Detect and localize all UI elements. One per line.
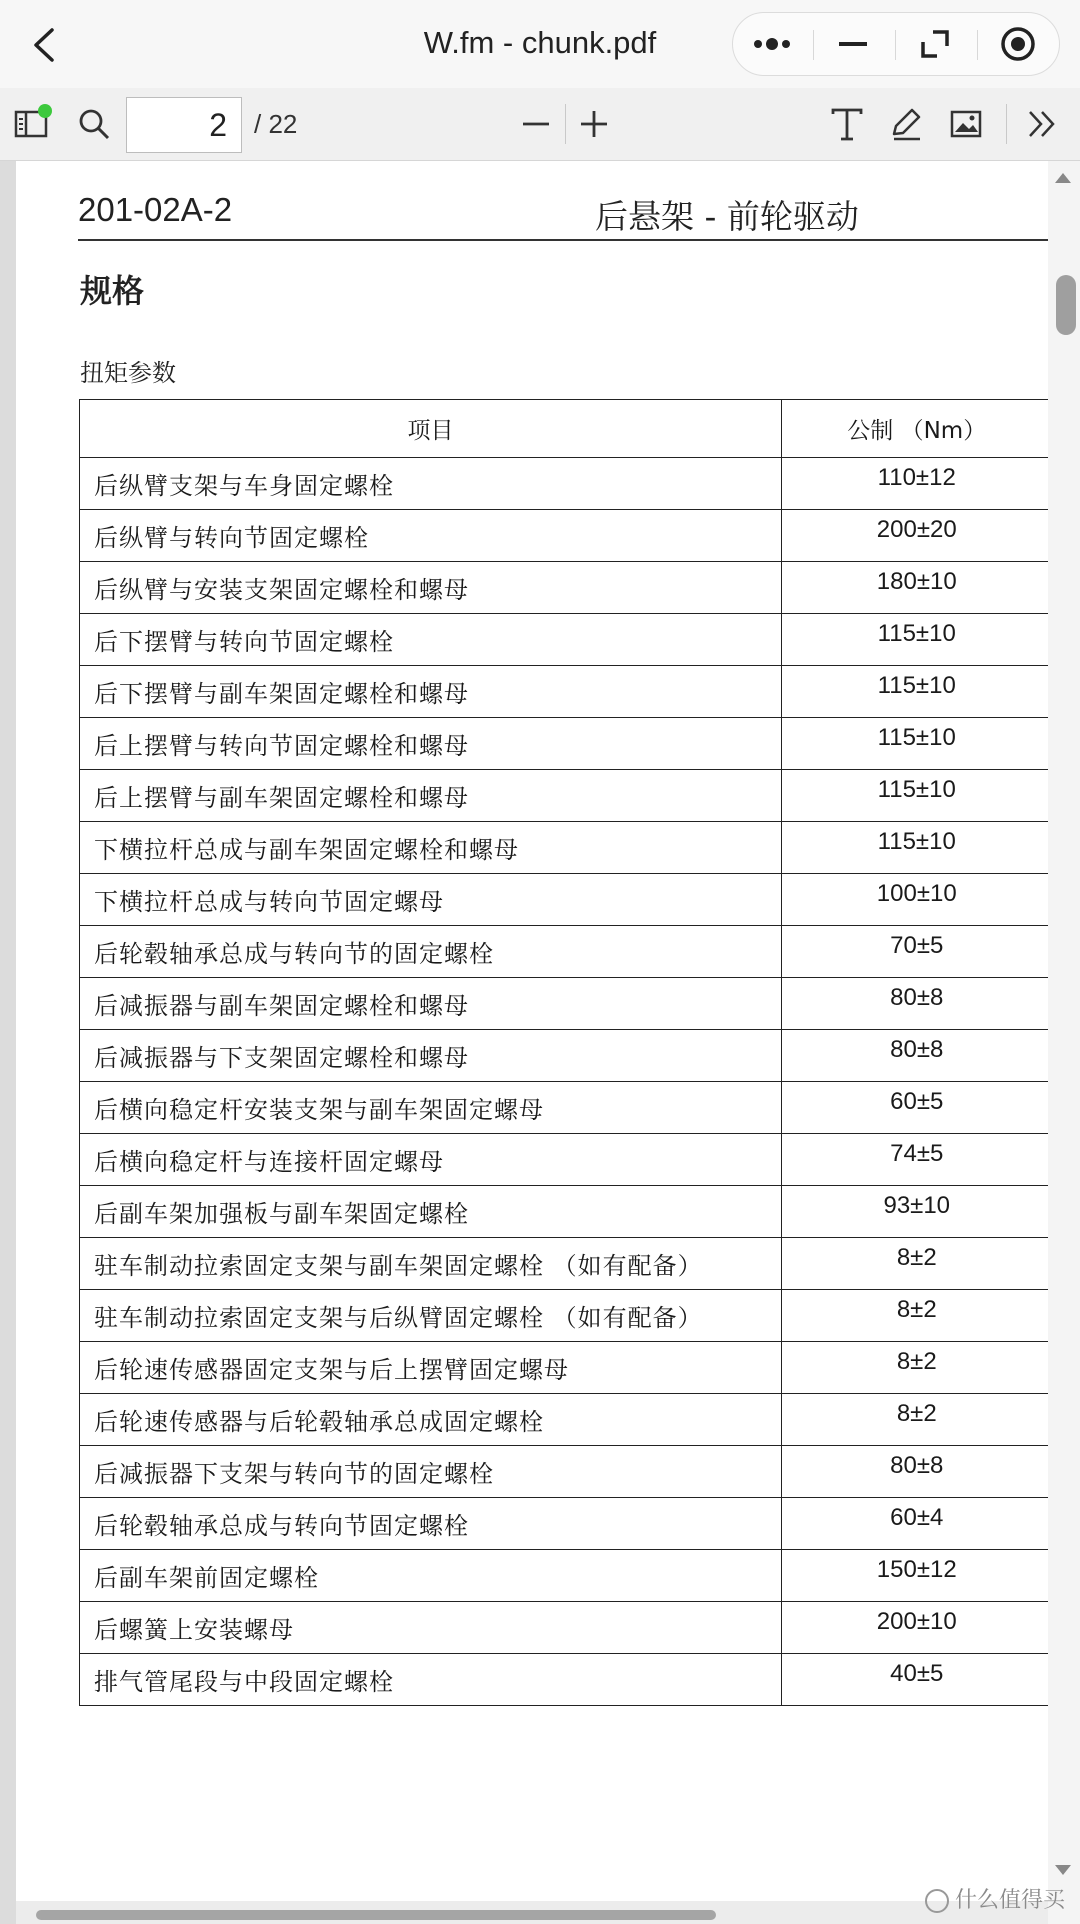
minimize-icon (837, 34, 869, 54)
torque-item-cell: 驻车制动拉索固定支架与后纵臂固定螺栓 （如有配备） (80, 1290, 782, 1342)
vertical-scrollbar[interactable] (1048, 161, 1080, 1924)
table-row (80, 562, 1052, 614)
torque-value-cell: 110±12 (782, 458, 1052, 510)
document-chapter: 后悬架 - 前轮驱动 (595, 197, 859, 236)
subsection-title: 扭矩参数 (80, 359, 176, 387)
sidebar-toggle-icon (12, 104, 52, 144)
table-row (80, 1082, 1052, 1134)
text-tool-button[interactable] (827, 104, 867, 144)
torque-value-cell: 74±5 (782, 1134, 1052, 1186)
torque-value-cell: 93±10 (782, 1186, 1052, 1238)
torque-item-cell: 后减振器下支架与转向节的固定螺栓 (80, 1446, 782, 1498)
table-row (80, 718, 1052, 770)
zoom-in-icon (578, 108, 610, 140)
page-number-input[interactable]: 2 (126, 97, 242, 153)
torque-value-cell: 115±10 (782, 614, 1052, 666)
torque-item-cell: 后纵臂支架与车身固定螺栓 (80, 458, 782, 510)
table-row (80, 1134, 1052, 1186)
torque-value-cell: 200±10 (782, 1602, 1052, 1654)
torque-value-cell: 80±8 (782, 978, 1052, 1030)
torque-value-cell: 8±2 (782, 1394, 1052, 1446)
torque-value-cell: 8±2 (782, 1238, 1052, 1290)
text-tool-icon (829, 106, 865, 142)
torque-value-cell: 100±10 (782, 874, 1052, 926)
table-row (80, 1498, 1052, 1550)
pdf-toolbar (0, 88, 1080, 161)
torque-item-cell: 排气管尾段与中段固定螺栓 (80, 1654, 782, 1706)
torque-item-cell: 后减振器与下支架固定螺栓和螺母 (80, 1030, 782, 1082)
table-row (80, 770, 1052, 822)
table-row (80, 1290, 1052, 1342)
pen-tool-button[interactable] (886, 104, 926, 144)
torque-value-cell: 115±10 (782, 718, 1052, 770)
scroll-down-arrow-icon[interactable] (1054, 1863, 1072, 1877)
table-row (80, 1602, 1052, 1654)
horizontal-scroll-thumb[interactable] (36, 1910, 716, 1920)
table-row (80, 1186, 1052, 1238)
zoom-out-icon (520, 108, 552, 140)
torque-value-cell: 60±5 (782, 1082, 1052, 1134)
table-row (80, 510, 1052, 562)
torque-item-cell: 后轮毂轴承总成与转向节固定螺栓 (80, 1498, 782, 1550)
pen-tool-icon (888, 106, 924, 142)
table-row (80, 1654, 1052, 1706)
table-row (80, 822, 1052, 874)
table-row (80, 1030, 1052, 1082)
torque-item-cell: 后纵臂与安装支架固定螺栓和螺母 (80, 562, 782, 614)
table-row (80, 458, 1052, 510)
torque-value-cell: 60±4 (782, 1498, 1052, 1550)
torque-item-cell: 后纵臂与转向节固定螺栓 (80, 510, 782, 562)
sidebar-toggle-button[interactable] (12, 104, 52, 144)
torque-value-cell: 80±8 (782, 1446, 1052, 1498)
window-controls-capsule (732, 12, 1060, 76)
expand-more-button[interactable] (1022, 104, 1062, 144)
torque-item-cell: 后上摆臂与副车架固定螺栓和螺母 (80, 770, 782, 822)
torque-table (79, 399, 1052, 1706)
table-row (80, 1394, 1052, 1446)
table-row (80, 978, 1052, 1030)
record-button[interactable] (979, 13, 1057, 75)
table-row (80, 1550, 1052, 1602)
torque-value-cell: 115±10 (782, 822, 1052, 874)
column-header-metric: 公制 （Nm） (782, 400, 1052, 458)
torque-item-cell: 后下摆臂与副车架固定螺栓和螺母 (80, 666, 782, 718)
torque-value-cell: 8±2 (782, 1342, 1052, 1394)
torque-value-cell: 80±8 (782, 1030, 1052, 1082)
torque-item-cell: 后轮速传感器与后轮毂轴承总成固定螺栓 (80, 1394, 782, 1446)
table-row (80, 1446, 1052, 1498)
toolbar-divider (1006, 104, 1007, 144)
watermark-logo-icon (925, 1889, 949, 1913)
pdf-viewer[interactable] (0, 161, 1080, 1924)
window-title: W.fm - chunk.pdf (423, 25, 657, 60)
restore-button[interactable] (896, 13, 974, 75)
capsule-divider (977, 30, 978, 60)
more-dots-icon (750, 34, 794, 54)
torque-item-cell: 后横向稳定杆安装支架与副车架固定螺母 (80, 1082, 782, 1134)
vertical-scroll-thumb[interactable] (1056, 275, 1076, 335)
scroll-up-arrow-icon[interactable] (1054, 171, 1072, 185)
image-tool-icon (948, 106, 984, 142)
torque-value-cell: 200±20 (782, 510, 1052, 562)
zoom-in-button[interactable] (574, 104, 614, 144)
search-icon (76, 106, 112, 142)
torque-item-cell: 后下摆臂与转向节固定螺栓 (80, 614, 782, 666)
title-bar (0, 0, 1080, 88)
torque-item-cell: 下横拉杆总成与副车架固定螺栓和螺母 (80, 822, 782, 874)
document-code: 201-02A-2 (78, 191, 233, 228)
torque-item-cell: 后轮速传感器固定支架与后上摆臂固定螺母 (80, 1342, 782, 1394)
toolbar-divider (565, 104, 566, 144)
table-row (80, 926, 1052, 978)
torque-item-cell: 后减振器与副车架固定螺栓和螺母 (80, 978, 782, 1030)
back-button[interactable] (22, 22, 68, 68)
torque-item-cell: 后横向稳定杆与连接杆固定螺母 (80, 1134, 782, 1186)
torque-item-cell: 后上摆臂与转向节固定螺栓和螺母 (80, 718, 782, 770)
table-row (80, 874, 1052, 926)
site-watermark (925, 1883, 1065, 1914)
torque-item-cell: 驻车制动拉索固定支架与副车架固定螺栓 （如有配备） (80, 1238, 782, 1290)
document-header (78, 191, 1048, 241)
torque-value-cell: 150±12 (782, 1550, 1052, 1602)
more-button[interactable] (733, 13, 811, 75)
torque-item-cell: 下横拉杆总成与转向节固定螺母 (80, 874, 782, 926)
chevron-left-icon (22, 22, 68, 68)
image-tool-button[interactable] (946, 104, 986, 144)
torque-item-cell: 后轮毂轴承总成与转向节的固定螺栓 (80, 926, 782, 978)
table-row (80, 1238, 1052, 1290)
table-row (80, 666, 1052, 718)
table-row (80, 1342, 1052, 1394)
table-header-row (80, 400, 1052, 458)
torque-item-cell: 后副车架加强板与副车架固定螺栓 (80, 1186, 782, 1238)
torque-value-cell: 115±10 (782, 770, 1052, 822)
table-body (80, 458, 1052, 1706)
minimize-button[interactable] (814, 13, 892, 75)
torque-item-cell: 后螺簧上安装螺母 (80, 1602, 782, 1654)
viewer-left-gutter (0, 161, 16, 1924)
zoom-out-button[interactable] (516, 104, 556, 144)
section-title: 规格 (80, 272, 145, 310)
search-button[interactable] (74, 104, 114, 144)
page-total: / 22 (254, 109, 298, 139)
torque-value-cell: 115±10 (782, 666, 1052, 718)
torque-value-cell: 70±5 (782, 926, 1052, 978)
torque-item-cell: 后副车架前固定螺栓 (80, 1550, 782, 1602)
restore-icon (919, 28, 951, 60)
table-row (80, 614, 1052, 666)
torque-value-cell: 40±5 (782, 1654, 1052, 1706)
record-target-icon (1000, 26, 1036, 62)
torque-value-cell: 8±2 (782, 1290, 1052, 1342)
torque-value-cell: 180±10 (782, 562, 1052, 614)
watermark-text: 什么值得买 (955, 1888, 1066, 1913)
expand-more-icon (1024, 106, 1060, 142)
column-header-item: 项目 (80, 400, 782, 458)
